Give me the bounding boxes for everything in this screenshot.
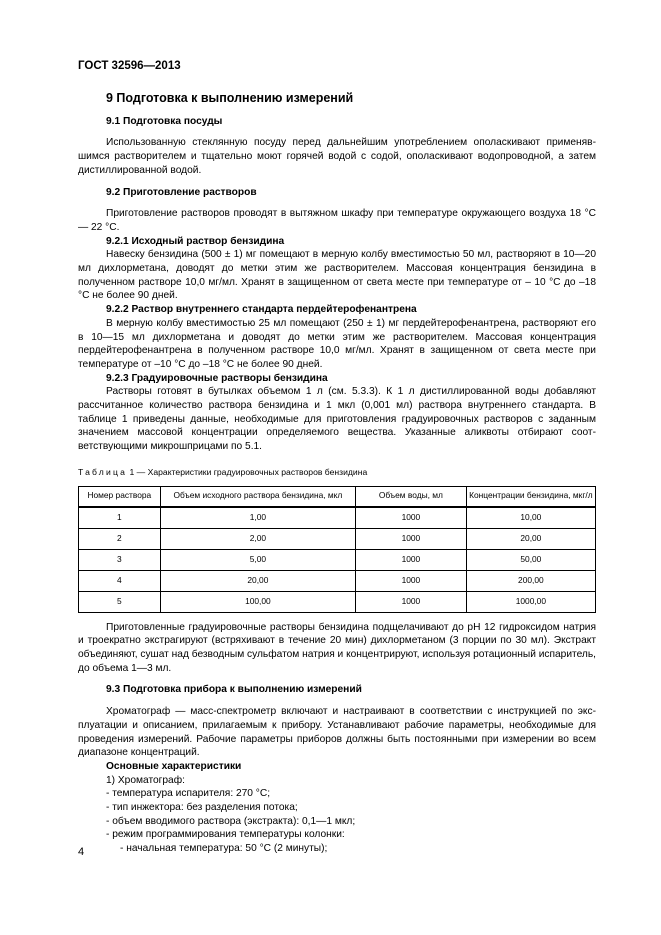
table-cell: 1,00	[160, 507, 355, 529]
table-cell: 1000	[356, 507, 467, 529]
table-cell: 2	[79, 528, 161, 549]
section-9-2-2-text: В мерную колбу вместимостью 25 мл помещают (250 ± 1) мг пердейтерофенантрена, растворяют его в 10—15 мл дихлорметана и доводят до метки этим же растворителем. Массовая концентрация пердейтерофенантрена в полученном растворе 10,0 мг/мл. Хранят в защищенном от света месте при температуре от –10 °С до –18 °С не более 90 дней.	[78, 317, 596, 370]
table-row	[79, 591, 596, 612]
table-cell: 2,00	[160, 528, 355, 549]
section-9-2-3-text: Растворы готовят в бутылках объемом 1 л (см. 5.3.3). К 1 л дистиллированной воды добавляют рассчитанное количество раствора бензидина и 1 мкл (0,001 мл) раствора внутреннего стандарта. В таблице 1 приведены данные, необходимые для приготовления градуировочных растворов с заданным значением массовой концентрации определяемого вещества. Указанные аликвоты отбирают соответствующими микрошприцами по 5.1.	[78, 386, 596, 453]
table-caption-text: 1 — Характеристики градуировочных растворов бензидина	[127, 466, 368, 477]
section-9-2-2-title: 9.2.2 Раствор внутреннего стандарта пердейтерофенантрена	[106, 304, 417, 316]
table-cell: 3	[79, 549, 161, 570]
table-row	[79, 507, 596, 529]
table-cell: 100,00	[160, 591, 355, 612]
section-9-3-text: Хроматограф — масс-спектрометр включают и настраивают в соответствии с инструкцией по эксплуатации и описанием, прилагаемым к прибору. Устанавливают рабочие параметры, необходимые для проведения измерений. Рабочие параметры приборов должны быть постоянными при измерении во всем диапазоне концентраций.	[78, 706, 596, 759]
table-cell: 20,00	[466, 528, 595, 549]
page-content	[78, 92, 596, 856]
calibration-table	[78, 486, 596, 613]
list-item: - объем вводимого раствора (экстракта): 0,1—1 мкл;	[106, 815, 356, 827]
list-item: 1) Хроматограф:	[106, 774, 185, 786]
col-header-concentration: Концентрации бензидина, мкг/л	[466, 486, 595, 507]
table-row	[79, 528, 596, 549]
section-9-3-title: 9.3 Подготовка прибора к выполнению измерений	[106, 684, 362, 696]
table-cell: 1	[79, 507, 161, 529]
table-header-row	[79, 486, 596, 507]
section-9-2-3-title: 9.2.3 Градуировочные растворы бензидина	[106, 372, 328, 384]
col-header-water-volume: Объем воды, мл	[356, 486, 467, 507]
table-cell: 50,00	[466, 549, 595, 570]
extraction-text: Приготовленные градуировочные растворы бензидина подщелачивают до рН 12 гидроксидом натрия и троекратно экстрагируют (встряхивают в течение 20 мин) дихлорметаном (3 порции по 30 мл). Экстракт объединяют, сушат над безводным сульфатом натрия и концентрируют, используя ротационный испаритель, до объема 1—3 мл.	[78, 621, 597, 674]
table-row	[79, 549, 596, 570]
table-cell: 4	[79, 570, 161, 591]
table-cell: 1000	[356, 528, 467, 549]
page-number: 4	[78, 846, 85, 858]
section-9-1-title: 9.1 Подготовка посуды	[106, 115, 223, 127]
sublist-item: - начальная температура: 50 °С (2 минуты);	[120, 843, 328, 855]
section-9-2-text: Приготовление растворов проводят в вытяжном шкафу при температуре окружающего воздуха 18 °С — 22 °С.	[78, 208, 596, 233]
section-9-2-1-title: 9.2.1 Исходный раствор бензидина	[106, 235, 285, 247]
list-item: - температура испарителя: 270 °С;	[106, 788, 271, 800]
table-1-caption	[78, 466, 596, 480]
section-9-2-1-text: Навеску бензидина (500 ± 1) мг помещают в мерную колбу вместимостью 50 мл, растворяют в 10—20 мл дихлорметана, доводят до метки этим же растворителем. Массовая концентрация бензидина в полученном растворе 10,0 мг/мл. Хранят в защищенном от света месте при температуре от – 10 °С до –18 °С не более 90 дней.	[78, 249, 596, 302]
main-characteristics-title: Основные характеристики	[106, 760, 242, 772]
table-cell: 200,00	[466, 570, 595, 591]
section-9-2-title: 9.2 Приготовление растворов	[106, 186, 257, 198]
table-cell: 1000	[356, 591, 467, 612]
section-9-1-text: Использованную стеклянную посуду перед дальнейшим употреблением ополаскивают применявшимся растворителем и тщательно моют горячей водой с содой, ополаскивают водопроводной, а затем дистиллированной водой.	[78, 137, 596, 176]
standard-header: ГОСТ 32596—2013	[78, 60, 181, 72]
section-9-title: 9 Подготовка к выполнению измерений	[106, 91, 354, 105]
table-row	[79, 570, 596, 591]
col-header-stock-volume: Объем исходного раствора бензидина, мкл	[160, 486, 355, 507]
table-cell: 5,00	[160, 549, 355, 570]
table-cell: 20,00	[160, 570, 355, 591]
col-header-solution-number: Номер раствора	[79, 486, 161, 507]
table-cell: 1000	[356, 549, 467, 570]
table-caption-label: Таблица	[78, 466, 128, 477]
table-cell: 1000,00	[466, 591, 595, 612]
table-cell: 5	[79, 591, 161, 612]
table-cell: 10,00	[466, 507, 595, 529]
list-item: - режим программирования температуры колонки:	[106, 829, 345, 841]
list-item: - тип инжектора: без разделения потока;	[106, 802, 298, 814]
table-cell: 1000	[356, 570, 467, 591]
